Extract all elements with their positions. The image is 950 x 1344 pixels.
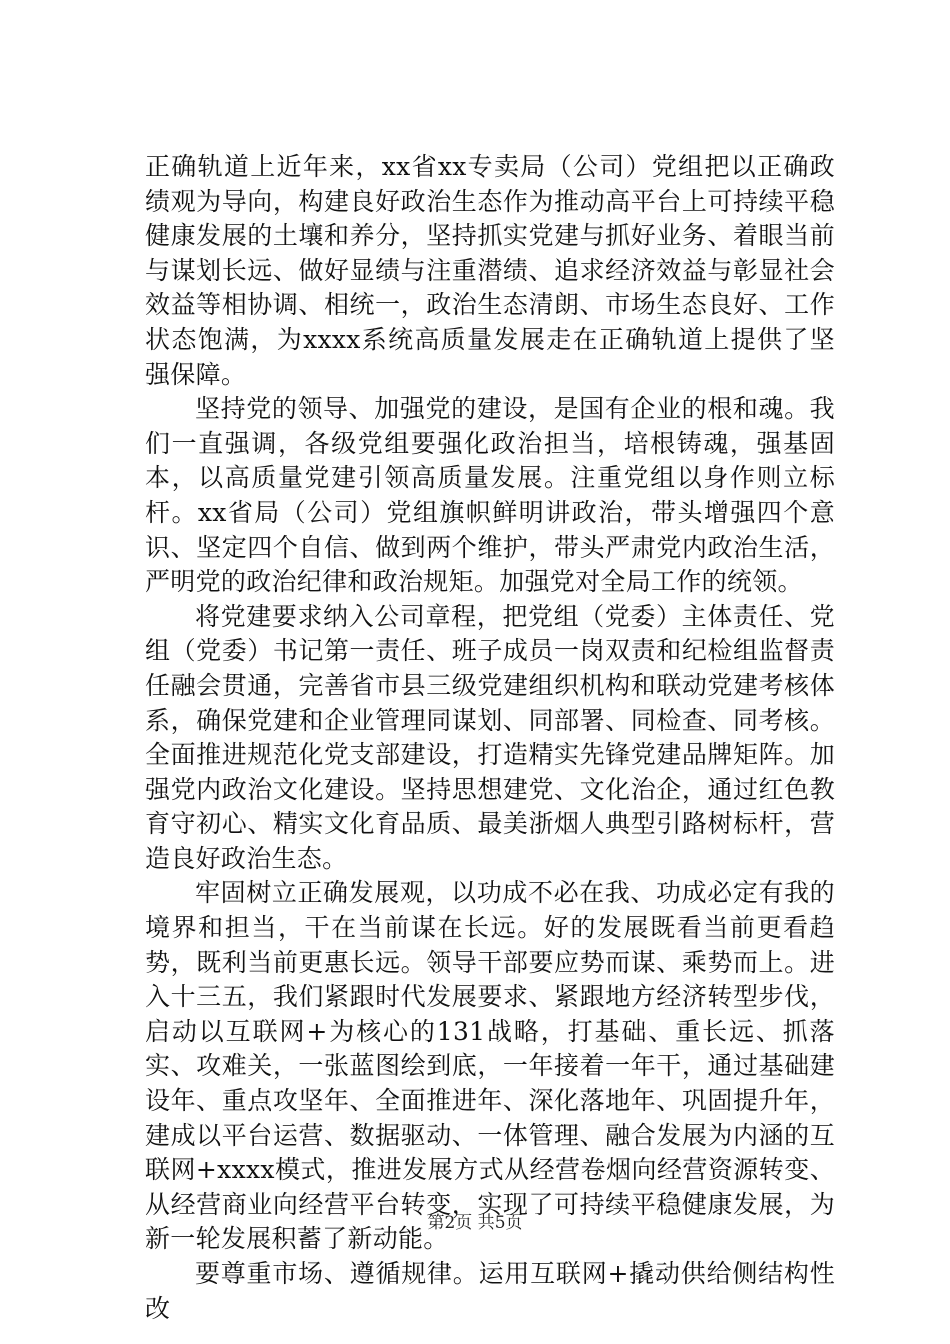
paragraph-2: 坚持党的领导、加强党的建设，是国有企业的根和魂。我们一直强调，各级党组要强化政治担当，培根铸魂，强基固本，以高质量党建引领高质量发展。注重党组以身作则立标杆。xx省局（公司）党组旗帜鲜明讲政治，带头增强四个意识、坚定四个自信、做到两个维护，带头严肃党内政治生活，严明党的政治纪律和政治规矩。加强党对全局工作的统领。	[145, 394, 835, 597]
paragraph-5: 要尊重市场、遵循规律。运用互联网+撬动供给侧结构性改	[145, 1259, 835, 1323]
paragraph-4: 牢固树立正确发展观，以功成不必在我、功成必定有我的境界和担当，干在当前谋在长远。好的发展既看当前更看趋势，既利当前更惠长远。领导干部要应势而谋、乘势而上。进入十三五，我们紧跟时代发展要求、紧跟地方经济转型步伐，启动以互联网+为核心的131战略，打基础、重长远、抓落实、攻难关，一张蓝图绘到底，一年接着一年干，通过基础建设年、重点攻坚年、全面推进年、深化落地年、巩固提升年，建成以平台运营、数据驱动、一体管理、融合发展为内涵的互联网+xxxx模式，推进发展方式从经营卷烟向经营资源转变、从经营商业向经营平台转变，实现了可持续平稳健康发展，为新一轮发展积蓄了新动能。	[145, 878, 835, 1254]
page-footer: 第2页 共5页	[427, 1213, 523, 1233]
paragraph-1: 正确轨道上近年来，xx省xx专卖局（公司）党组把以正确政绩观为导向，构建良好政治生态作为推动高平台上可持续平稳健康发展的土壤和养分，坚持抓实党建与抓好业务、着眼当前与谋划长远、做好显绩与注重潜绩、追求经济效益与彰显社会效益等相协调、相统一，政治生态清朗、市场生态良好、工作状态饱满，为xxxx系统高质量发展走在正确轨道上提供了坚强保障。	[145, 152, 835, 389]
paragraph-3: 将党建要求纳入公司章程，把党组（党委）主体责任、党组（党委）书记第一责任、班子成员一岗双责和纪检组监督责任融会贯通，完善省市县三级党建组织机构和联动党建考核体系，确保党建和企业管理同谋划、同部署、同检查、同考核。全面推进规范化党支部建设，打造精实先锋党建品牌矩阵。加强党内政治文化建设。坚持思想建党、文化治企，通过红色教育守初心、精实文化育品质、最美浙烟人典型引路树标杆，营造良好政治生态。	[145, 601, 835, 873]
document-body	[145, 150, 835, 1326]
